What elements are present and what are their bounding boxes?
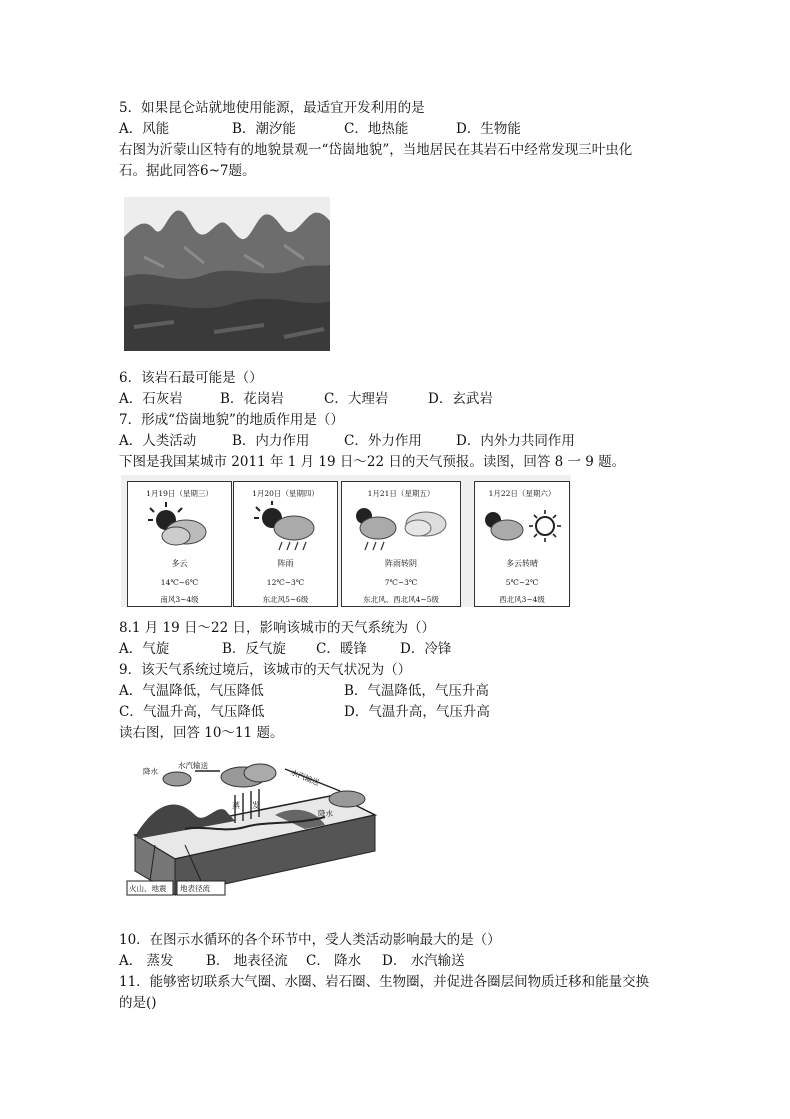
cloud-sun-icon — [136, 500, 222, 554]
forecast-wind: 东北风、西北风4~5级 — [363, 595, 439, 604]
intro-8-9: 下图是我国某城市 2011 年 1 月 19 日～22 日的天气预报。读图，回答 8 一 9 题。 — [119, 454, 626, 470]
q10-option-b: B． 地表径流 — [206, 953, 288, 969]
label-surface-runoff: 地表径流 — [180, 884, 210, 893]
q6-option-c: C．大理岩 — [324, 391, 389, 407]
forecast-desc: 多云转晴 — [506, 559, 538, 568]
intro-6-7-line1: 右图为沂蒙山区特有的地貌景观一“岱崮地貌”，当地居民在其岩石中经常发现三叶虫化 — [119, 142, 633, 158]
forecast-temp: 5℃~2℃ — [505, 578, 539, 587]
forecast-date: 1月21日（星期五） — [367, 489, 435, 498]
forecast-card — [474, 481, 570, 607]
q8-option-b: B．反气旋 — [222, 641, 286, 657]
q5-option-a: A．风能 — [119, 121, 170, 137]
q5-option-d: D．生物能 — [456, 121, 521, 137]
q8-option-a: A．气旋 — [119, 641, 170, 657]
q9-option-a: A．气温降低，气压降低 — [119, 683, 264, 699]
label-evaporation-1: 蒸 — [232, 801, 240, 810]
forecast-desc: 阵雨 — [277, 559, 294, 568]
forecast-temp: 14℃~6℃ — [160, 578, 199, 587]
label-volcano-earthquake: 火山、地震 — [129, 884, 167, 893]
water-cycle-diagram — [125, 755, 380, 903]
label-vapor-transport-1: 水汽输送 — [178, 761, 208, 770]
label-precipitation-1: 降水 — [143, 767, 158, 776]
question-5-stem: 5．如果昆仑站就地使用能源，最适宜开发利用的是 — [119, 100, 425, 116]
intro-6-7-line2: 石。据此同答6~7题。 — [119, 163, 256, 179]
q7-option-b: B．内力作用 — [232, 433, 310, 449]
question-9-stem: 9．该天气系统过境后，该城市的天气状况为（） — [119, 662, 412, 678]
forecast-wind: 西北风3~4级 — [499, 595, 545, 604]
q10-option-a: A． 蒸发 — [119, 953, 174, 969]
forecast-desc: 多云 — [171, 559, 188, 568]
q9-option-b: B．气温降低，气压升高 — [344, 683, 489, 699]
q8-option-d: D．冷锋 — [400, 641, 452, 657]
question-10-stem: 10．在图示水循环的各个环节中，受人类活动影响最大的是（） — [119, 932, 501, 948]
q7-option-c: C．外力作用 — [344, 433, 422, 449]
q6-option-d: D．玄武岩 — [428, 391, 493, 407]
q7-option-d: D．内外力共同作用 — [456, 433, 575, 449]
forecast-temp: 12℃~3℃ — [266, 578, 305, 587]
intro-10-11: 读右图，回答 10～11 题。 — [119, 725, 284, 741]
question-8-stem: 8.1 月 19 日～22 日，影响该城市的天气系统为（） — [119, 620, 435, 636]
cloud-to-sun-icon — [479, 500, 563, 554]
question-6-stem: 6．该岩石最可能是（） — [119, 370, 263, 386]
q8-option-c: C．暖锋 — [316, 641, 367, 657]
label-precipitation-2: 降水 — [318, 809, 333, 818]
forecast-date: 1月20日（星期四） — [252, 489, 319, 498]
forecast-date: 1月22日（星期六） — [488, 489, 556, 498]
forecast-date: 1月19日（星期三） — [146, 489, 213, 498]
forecast-card — [341, 481, 461, 607]
forecast-card — [233, 481, 338, 607]
question-7-stem: 7．形成“岱崮地貌”的地质作用是（） — [119, 412, 344, 428]
forecast-wind: 南风3~4级 — [160, 595, 199, 604]
forecast-card — [127, 481, 232, 607]
label-evaporation-2: 发 — [252, 801, 260, 810]
q9-option-c: C．气温升高，气压降低 — [119, 704, 265, 720]
q7-option-a: A．人类活动 — [119, 433, 197, 449]
rain-to-overcast-icon — [348, 500, 452, 554]
forecast-temp: 7℃~3℃ — [384, 578, 418, 587]
landform-photo — [124, 197, 330, 351]
q6-option-b: B．花岗岩 — [220, 391, 284, 407]
question-11-line1: 11．能够密切联系大气圈、水圈、岩石圈、生物圈，并促进各圈层间物质迁移和能量交换 — [119, 974, 650, 990]
q10-option-d: D． 水汽输送 — [382, 953, 465, 969]
forecast-wind: 东北风5~6级 — [262, 595, 309, 604]
forecast-desc: 阵雨转阴 — [385, 559, 417, 568]
q5-option-c: C．地热能 — [344, 121, 409, 137]
q10-option-c: C． 降水 — [306, 953, 362, 969]
label-vapor-transport-2: 水汽输送 — [289, 767, 321, 788]
q6-option-a: A．石灰岩 — [119, 391, 183, 407]
q9-option-d: D．气温升高，气压升高 — [344, 704, 490, 720]
question-11-line2: 的是() — [119, 995, 157, 1011]
sun-rain-icon — [242, 500, 328, 554]
q5-option-b: B．潮汐能 — [232, 121, 296, 137]
